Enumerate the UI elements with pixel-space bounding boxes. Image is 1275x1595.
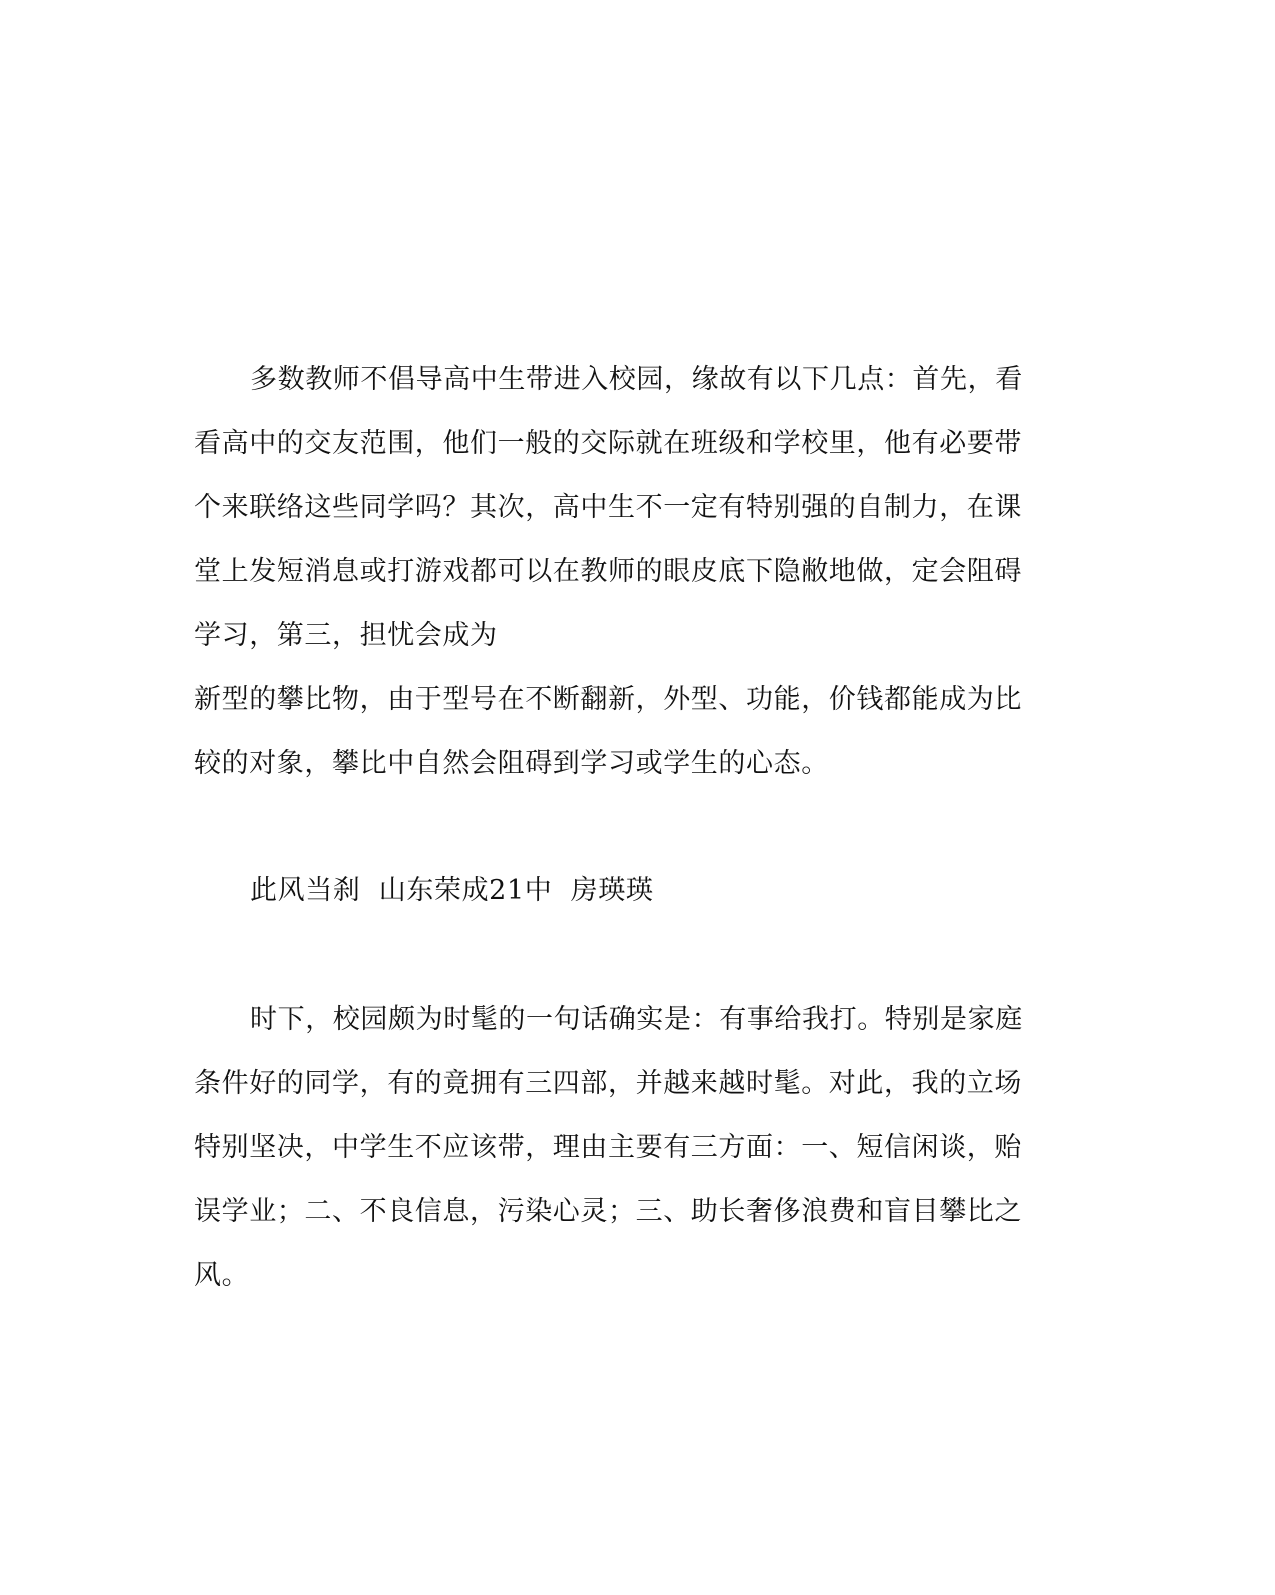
paragraph-2-line-2: 条件好的同学，有的竟拥有三四部，并越来越时髦。对此，我的立场 [194, 1068, 1022, 1099]
paragraph-1-line-7: 较的对象，攀比中自然会阻碍到学习或学生的心态。 [194, 748, 829, 779]
paragraph-1-line-1: 多数教师不倡导高中生带进入校园，缘故有以下几点：首先，看 [250, 364, 1023, 395]
article-heading: 此风当刹 山东荣成21中 房瑛瑛 [250, 875, 654, 906]
paragraph-1-line-4: 堂上发短消息或打游戏都可以在教师的眼皮底下隐敝地做，定会阻碍 [194, 556, 1022, 587]
paragraph-2-line-4: 误学业；二、不良信息，污染心灵；三、助长奢侈浪费和盲目攀比之 [194, 1196, 1022, 1227]
paragraph-2-line-3: 特别坚决，中学生不应该带，理由主要有三方面：一、短信闲谈，贻 [194, 1132, 1022, 1163]
paragraph-1-line-5: 学习，第三，担忧会成为 [194, 620, 498, 651]
paragraph-1-line-2: 看高中的交友范围，他们一般的交际就在班级和学校里，他有必要带 [194, 428, 1022, 459]
paragraph-2-line-1: 时下，校园颇为时髦的一句话确实是：有事给我打。特别是家庭 [250, 1004, 1023, 1035]
paragraph-1-line-6: 新型的攀比物，由于型号在不断翻新，外型、功能，价钱都能成为比 [194, 684, 1022, 715]
paragraph-2-line-5: 风。 [194, 1260, 250, 1291]
paragraph-1-line-3: 个来联络这些同学吗？其次，高中生不一定有特别强的自制力，在课 [194, 492, 1022, 523]
